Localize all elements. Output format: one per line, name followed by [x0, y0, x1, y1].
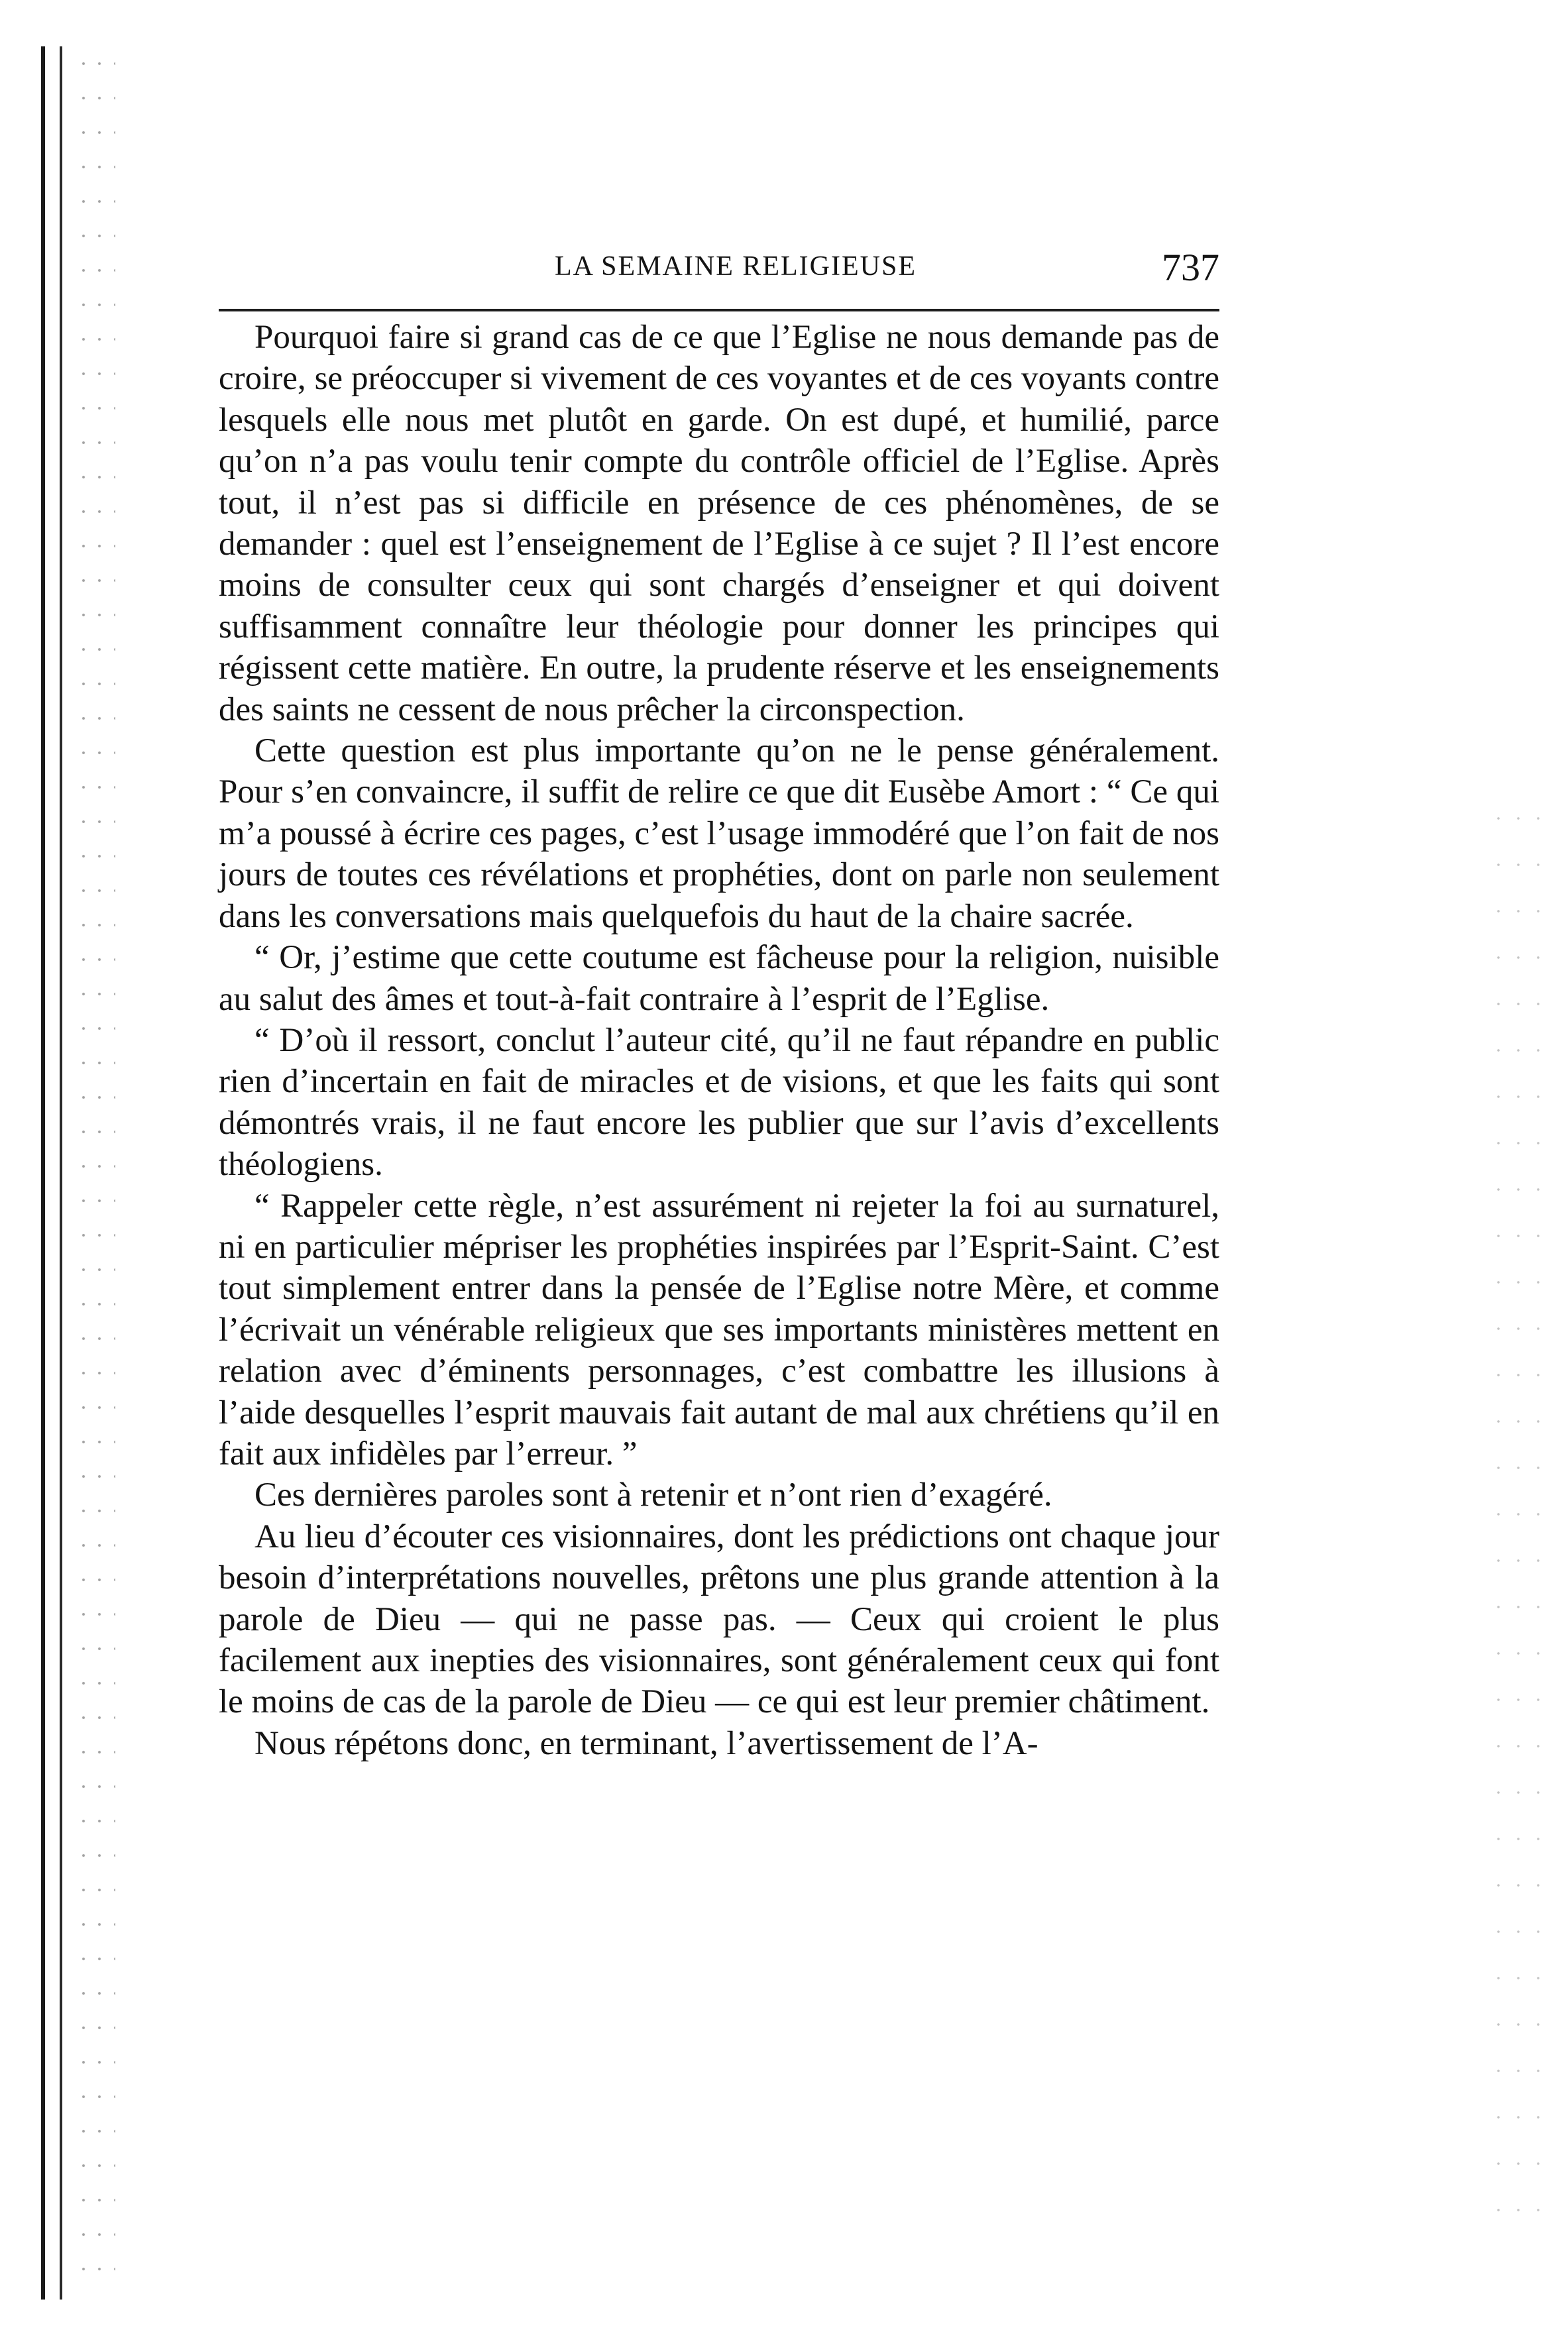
paragraph: Nous répétons donc, en terminant, l’avertissement de l’A- [254, 1724, 1038, 1762]
page-specks [1488, 795, 1548, 2253]
binding-specks [76, 46, 115, 2300]
page-number: 737 [1162, 246, 1219, 289]
paragraph: Cette question est plus importante qu’on ne le pense généralement. Pour s’en convaincre, il suffit de relire ce que dit Eusèbe Amort : “ Ce qui m’a poussé à écrire ces pages, c’est l’usage immodéré que l’on fait de nos jours de toutes ces révélations et prophéties, dont on parle non seulement dans les conversations mais quelquefois du haut de la chaire sacrée. [219, 732, 1219, 935]
binding-gutter [29, 46, 122, 2313]
binding-edge-line [41, 46, 45, 2300]
body-text [219, 317, 1219, 1764]
binding-edge-line [60, 46, 62, 2300]
running-title: LA SEMAINE RELIGIEUSE [555, 251, 917, 282]
paragraph: Pourquoi faire si grand cas de ce que l’Eglise ne nous demande pas de croire, se préoccuper si vivement de ces voyantes et de ces voyants contre lesquels elle nous met plutôt en garde. On est dupé, et humilié, parce qu’on n’a pas voulu tenir compte du contrôle officiel de l’Eglise. Après tout, il n’est pas si difficile en présence de ces phénomènes, de se demander : quel est l’enseignement de l’Eglise à ce sujet ? Il l’est encore moins de consulter ceux qui sont chargés d’enseigner et qui doivent suffisamment connaître leur théologie pour donner les principes qui régissent cette matière. En outre, la prudente réserve et les enseignements des saints ne cessent de nous prêcher la circonspection. [219, 319, 1219, 728]
paragraph: “ Rappeler cette règle, n’est assurément ni rejeter la foi au surnaturel, ni en particulier mépriser les prophéties inspirées par l’Esprit-Saint. C’est tout simplement entrer dans la pensée de l’Eglise notre Mère, et comme l’écrivait un vénérable religieux que ses importants ministères mettent en relation avec d’éminents personnages, c’est combattre les illusions à l’aide desquelles l’esprit mauvais fait autant de mal aux chrétiens qu’il en fait aux infidèles par l’erreur. ” [219, 1187, 1219, 1472]
paragraph: Ces dernières paroles sont à retenir et n’ont rien d’exagéré. [254, 1476, 1052, 1514]
paragraph: Au lieu d’écouter ces visionnaires, dont les prédictions ont chaque jour besoin d’interprétations nouvelles, prêtons une plus grande attention à la parole de Dieu — qui ne passe pas. — Ceux qui croient le plus facilement aux inepties des visionnaires, sont généralement ceux qui font le moins de cas de la parole de Dieu — ce qui est leur premier châtiment. [219, 1518, 1219, 1721]
running-head [252, 245, 1219, 298]
paragraph: “ Or, j’estime que cette coutume est fâcheuse pour la religion, nuisible au salut des âmes et tout-à-fait contraire à l’esprit de l’Eglise. [219, 939, 1219, 1018]
header-rule [219, 309, 1219, 311]
paragraph: “ D’où il ressort, conclut l’auteur cité, qu’il ne faut répandre en public rien d’incertain en fait de miracles et de visions, et que les faits qui sont démontrés vrais, il ne faut encore les publier que sur l’avis d’excellents théologiens. [219, 1021, 1219, 1184]
